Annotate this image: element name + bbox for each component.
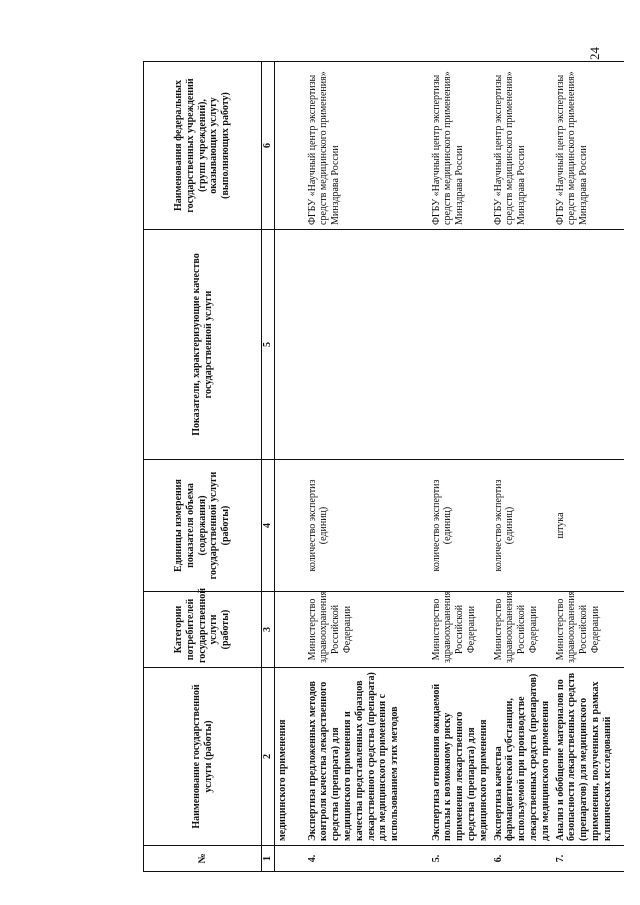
table-row [554,62,624,872]
row-number: 5. [430,846,492,872]
row-number: 4. [306,846,414,872]
institution: ФГБУ «Научный центр экспертизы средств медицинского применения» Минздрава России [430,62,492,230]
consumers: Министерство здравоохранения Российской Федерации [430,592,492,668]
column-number: 1 [262,846,275,872]
service-name: Экспертиза отношения ожидаемой пользы к возможному риску применения лекарственного средства (препарата) для медицинского применения [430,668,492,846]
table-body [274,62,623,872]
header-institution: Наименования федеральных государственных учреждений (групп учреждений), оказывающих услугу (выполняющих работу) [144,62,262,230]
consumers: Министерство здравоохранения Российской Федерации [554,592,624,668]
continuation-text: медицинского применения [274,668,289,846]
institution: ФГБУ «Научный центр экспертизы средств медицинского применения» Минздрава России [306,62,414,230]
quality [430,230,492,460]
column-number: 4 [262,460,275,592]
unit: количество экспертиз (единиц) [430,460,492,592]
unit: количество экспертиз (единиц) [492,460,554,592]
column-number: 2 [262,668,275,846]
header-number: № [144,846,262,872]
row-number: 7. [554,846,624,872]
quality [492,230,554,460]
table-row [430,62,492,872]
table-header [144,62,275,872]
header-service-name: Наименование государственной услуги (работы) [144,668,262,846]
consumers: Министерство здравоохранения Российской Федерации [306,592,414,668]
table-row [492,62,554,872]
service-name: Анализ и обобщение материалов по безопасности лекарственных средств (препаратов) для медицинского применения, полученных в рамках клинических исследований [554,668,624,846]
header-consumers: Категории потребителей государственной услуги (работы) [144,592,262,668]
table-row [306,62,414,872]
unit: количество экспертиз (единиц) [306,460,414,592]
header-quality: Показатели, характеризующие качество государственной услуги [144,230,262,460]
column-number: 6 [262,62,275,230]
column-number-row [262,62,275,872]
institution: ФГБУ «Научный центр экспертизы средств медицинского применения» Минздрава России [554,62,624,230]
consumers: Министерство здравоохранения Российской Федерации [492,592,554,668]
institution: ФГБУ «Научный центр экспертизы средств медицинского применения» Минздрава России [492,62,554,230]
unit: штука [554,460,624,592]
service-name: Экспертиза предложенных методов контроля качества лекарственного средства (препарата) для медицинского применения и качества представленных образцов лекарственного средства (препарата) для медицинского применения с использованием этих методов [306,668,414,846]
row-number: 6. [492,846,554,872]
continuation-row [274,62,289,872]
service-name: Экспертиза качества фармацевтической субстанции, используемой при производстве лекарственных средств (препаратов) для медицинского применения [492,668,554,846]
quality [554,230,624,460]
header-unit: Единицы измерения показателя объема (содержания) государственной услуги (работы) [144,460,262,592]
quality [306,230,414,460]
services-table [143,61,624,872]
page-number: 24 [587,47,602,60]
rotated-table-container [143,62,633,872]
column-number: 3 [262,592,275,668]
column-number: 5 [262,230,275,460]
